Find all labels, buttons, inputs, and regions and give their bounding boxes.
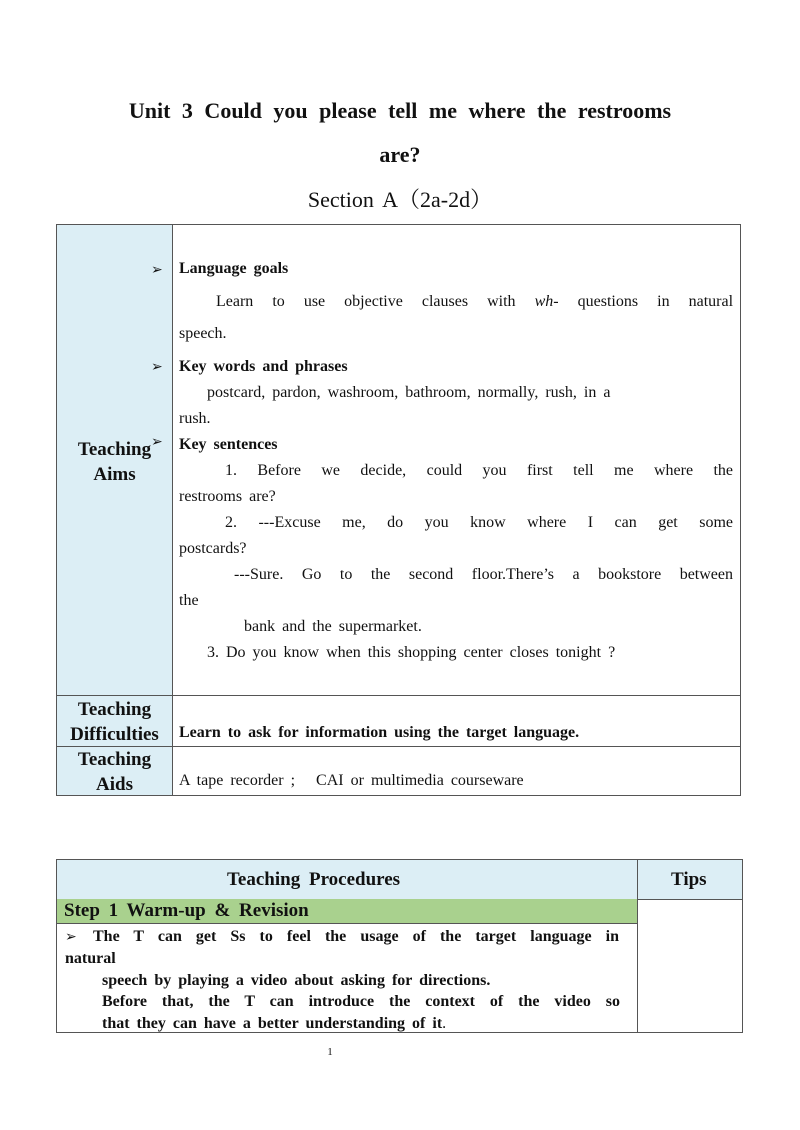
key-sentence-3: 3. Do you know when this shopping center closes tonight ?: [207, 644, 616, 661]
arrowhead-bullet-icon: ➢: [65, 930, 77, 945]
teaching-aids-text: A tape recorder ; CAI or multimedia courseware: [179, 772, 524, 789]
key-words-line-2: rush.: [179, 410, 211, 427]
teaching-procedures-header: Teaching Procedures: [227, 869, 401, 890]
teaching-difficulties-text: Learn to ask for information using the target language.: [179, 724, 580, 741]
column-divider: [637, 860, 638, 1032]
key-sentence-1b: restrooms are?: [179, 488, 276, 505]
tips-header: Tips: [671, 869, 707, 890]
key-sentence-2a: 2. ---Excuse me, do you know where I can get some: [225, 514, 733, 531]
teaching-difficulties-label: Teaching Difficulties: [70, 699, 159, 745]
key-sentence-2e: bank and the supermarket.: [244, 618, 422, 635]
procedure-line-2: natural: [65, 950, 116, 967]
key-words-line-1: postcard, pardon, washroom, bathroom, normally, rush, in a: [207, 384, 611, 401]
arrowhead-bullet-icon: ➢: [151, 263, 163, 278]
teaching-aids-label: Teaching Aids: [77, 749, 152, 795]
document-title-line-1: Unit 3 Could you please tell me where the restrooms: [128, 98, 672, 123]
document-title-line-2: are?: [379, 142, 421, 167]
key-sentence-1a: 1. Before we decide, could you first tell me where the: [225, 462, 733, 479]
key-sentence-2d: the: [179, 592, 199, 609]
procedure-line-3: speech by playing a video about asking for directions.: [102, 972, 491, 989]
key-words-heading: Key words and phrases: [179, 358, 348, 375]
arrowhead-bullet-icon: ➢: [151, 360, 163, 375]
language-goals-text: Learn to use objective clauses with wh- questions in natural: [216, 293, 734, 310]
teaching-aims-table: [56, 224, 741, 796]
page-number: 1: [327, 1046, 333, 1058]
arrowhead-bullet-icon: ➢: [151, 435, 163, 450]
teaching-aims-label: Teaching Aims: [77, 439, 152, 485]
procedure-line-1: The T can get Ss to feel the usage of the target language in: [93, 928, 619, 945]
row-divider: [57, 695, 740, 696]
key-sentences-heading: Key sentences: [179, 436, 278, 453]
section-subtitle: Section A（2a-2d）: [307, 187, 493, 212]
language-goals-heading: Language goals: [179, 260, 289, 277]
step-1-heading: Step 1 Warm-up & Revision: [57, 899, 637, 924]
teaching-procedures-table: [56, 859, 743, 1033]
key-sentence-2b: postcards?: [179, 540, 247, 557]
key-sentence-2c: ---Sure. Go to the second floor.There’s a bookstore between: [234, 566, 733, 583]
procedure-line-5: that they can have a better understanding of it.: [102, 1015, 447, 1032]
language-goals-text-end: speech.: [179, 325, 227, 342]
procedure-line-4: Before that, the T can introduce the context of the video so: [102, 993, 620, 1010]
